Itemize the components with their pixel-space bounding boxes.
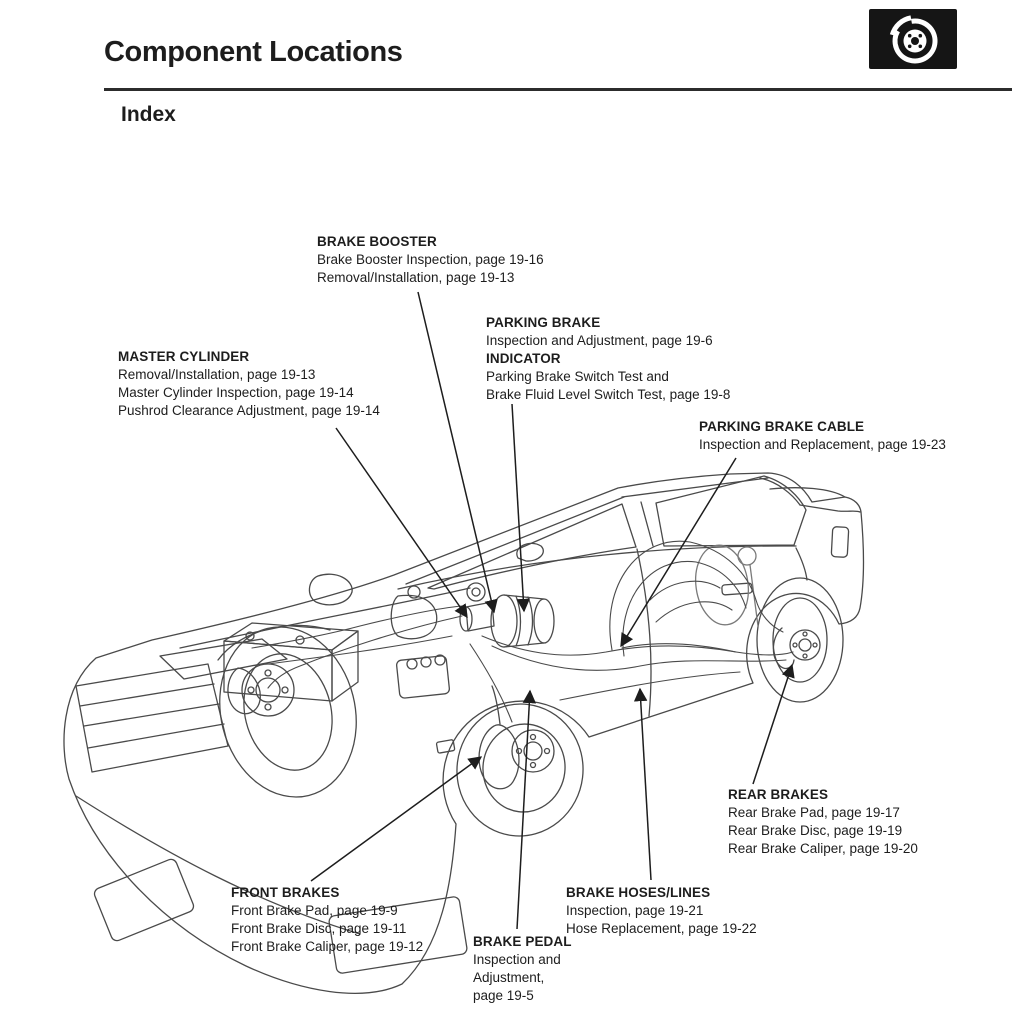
callout-parking-brake-indicator: PARKING BRAKE Inspection and Adjustment, page 19-6 INDICATOR Parking Brake Switch Test and Brake Fluid Level Switch Test, page 19-8 [486, 315, 731, 402]
callout-heading: PARKING BRAKE [486, 315, 601, 330]
callout-heading: FRONT BRAKES [231, 885, 340, 900]
callout-heading: PARKING BRAKE CABLE [699, 419, 865, 434]
leader-brake-pedal [517, 691, 530, 929]
fuel-door [831, 527, 849, 558]
reservoir [309, 574, 352, 605]
reservoir-cap [467, 583, 485, 601]
bumper-vent [93, 858, 196, 943]
callout-master-cylinder: MASTER CYLINDER Removal/Installation, page 19-13 Master Cylinder Inspection, page 19-14 Pushrod Clearance Adjustment, page 19-14 [118, 349, 380, 418]
leader-front-brakes [311, 757, 481, 881]
rear-quarter-window [656, 476, 806, 546]
callout-brake-pedal: BRAKE PEDAL Inspection and Adjustment, page 19-5 [473, 934, 572, 1003]
callout-brake-booster: BRAKE BOOSTER Brake Booster Inspection, page 19-16 Removal/Installation, page 19-13 [317, 234, 544, 285]
leader-rear-brakes [753, 665, 792, 784]
callout-heading: BRAKE BOOSTER [317, 234, 437, 249]
callout-heading: REAR BRAKES [728, 787, 829, 802]
callout-heading: BRAKE PEDAL [473, 934, 572, 949]
callout-rear-brakes: REAR BRAKES Rear Brake Pad, page 19-17 Rear Brake Disc, page 19-19 Rear Brake Caliper, page 19-20 [728, 787, 918, 856]
callout-heading: MASTER CYLINDER [118, 349, 250, 364]
callout-heading: BRAKE HOSES/LINES [566, 885, 711, 900]
brake-booster-assembly [460, 583, 554, 647]
section-heading: Index [121, 103, 176, 126]
callout-heading: INDICATOR [486, 351, 561, 366]
callout-front-brakes: FRONT BRAKES Front Brake Pad, page 19-9 Front Brake Disc, page 19-11 Front Brake Caliper, page 19-12 [231, 885, 424, 954]
rear-wheel [757, 578, 843, 702]
callout-brake-hoses-lines: BRAKE HOSES/LINES Inspection, page 19-21 Hose Replacement, page 19-22 [566, 885, 757, 936]
callout-parking-brake-cable: PARKING BRAKE CABLE Inspection and Replacement, page 19-23 [699, 419, 946, 452]
page-title: Component Locations [104, 36, 403, 68]
grille [76, 664, 228, 772]
abs-modulator [396, 655, 450, 699]
rear-brake-drum [790, 630, 820, 660]
side-marker-light [436, 740, 455, 754]
leader-parking-brake-indicator [512, 404, 524, 611]
